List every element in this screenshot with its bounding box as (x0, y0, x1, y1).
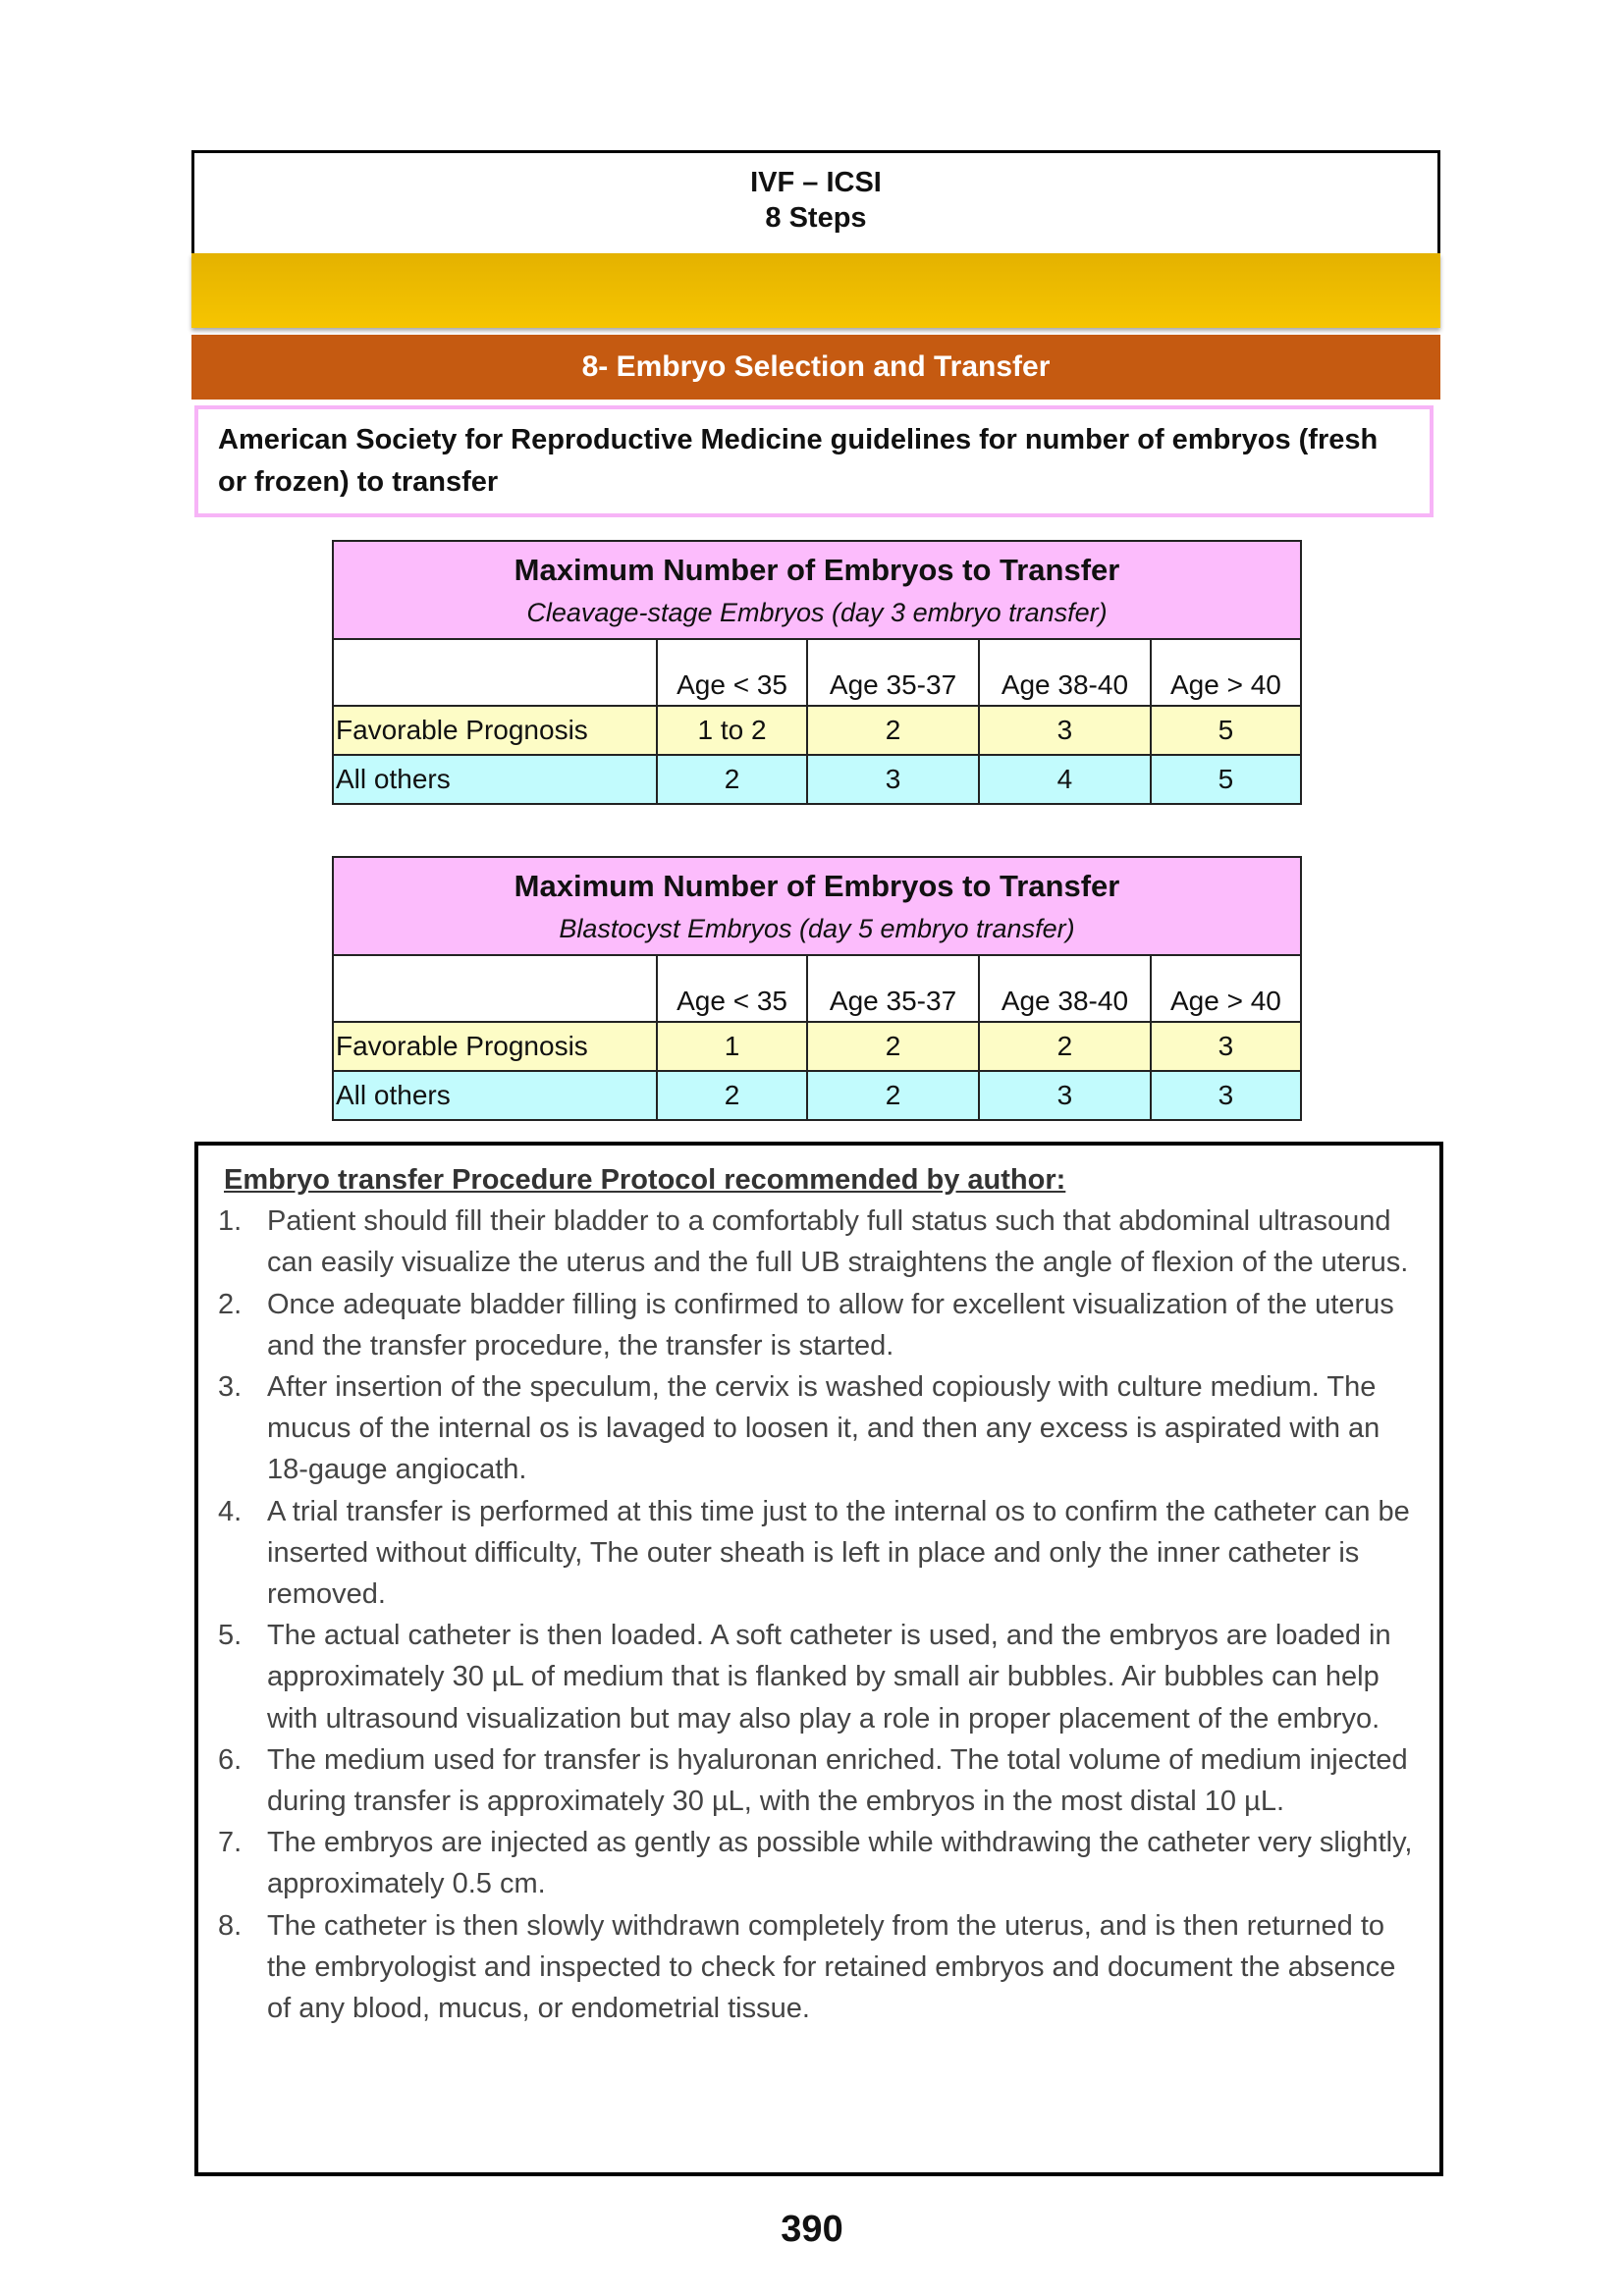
table-cell: 3 (1151, 1071, 1301, 1120)
table-cell: 2 (979, 1022, 1151, 1071)
table-cell: 3 (1151, 1022, 1301, 1071)
list-item (218, 1366, 1420, 1491)
item-text: The medium used for transfer is hyaluronan enriched. The total volume of medium injected during transfer is approximately 30 µL, with the embryos in the most distal 10 µL. (267, 1743, 1408, 1818)
column-header-row (333, 639, 1301, 706)
table-row (333, 1071, 1301, 1120)
protocol-heading: Embryo transfer Procedure Protocol recommended by author: (224, 1164, 1066, 1196)
table-cell: 2 (807, 706, 979, 755)
column-header: Age 35-37 (807, 955, 979, 1022)
corner-cell (333, 955, 657, 1022)
list-item (218, 1201, 1420, 1283)
item-text: The embryos are injected as gently as possible while withdrawing the catheter very slightly, approximately 0.5 cm. (267, 1827, 1413, 1900)
section-title: 8- Embryo Selection and Transfer (581, 350, 1051, 383)
item-number: 7. (218, 1827, 243, 1859)
document-title-box (191, 150, 1440, 264)
list-item (218, 1491, 1420, 1616)
table-cell: 3 (807, 755, 979, 804)
row-label: Favorable Prognosis (333, 1022, 657, 1071)
item-number: 4. (218, 1495, 243, 1527)
item-text: A trial transfer is performed at this time just to the internal os to confirm the catheter can be inserted without difficulty, The outer sheath is left in place and only the inner catheter is removed. (267, 1495, 1410, 1611)
table-cell: 4 (979, 755, 1151, 804)
column-header: Age > 40 (1151, 639, 1301, 706)
column-header: Age 35-37 (807, 639, 979, 706)
table-cell: 5 (1151, 706, 1301, 755)
item-number: 3. (218, 1371, 243, 1404)
list-item (218, 1284, 1420, 1366)
item-text: The catheter is then slowly withdrawn completely from the uterus, and is then returned to the embryologist and inspected to check for retained embryos and document the absence of any blood, mucus, or endometrial tissue. (267, 1909, 1396, 2025)
column-header: Age < 35 (657, 955, 807, 1022)
row-label: All others (333, 1071, 657, 1120)
table-cell: 3 (979, 706, 1151, 755)
item-number: 1. (218, 1205, 243, 1238)
column-header-row (333, 955, 1301, 1022)
item-text: After insertion of the speculum, the cervix is washed copiously with culture medium. The mucus of the internal os is lavaged to loosen it, and then any excess is aspirated with an 18-gauge angiocath. (267, 1371, 1380, 1486)
table-subtitle: Blastocyst Embryos (day 5 embryo transfer) (559, 914, 1075, 943)
list-item (218, 1905, 1420, 2030)
table-cell: 1 (657, 1022, 807, 1071)
blastocyst-table (332, 856, 1302, 1121)
row-label: All others (333, 755, 657, 804)
section-title-banner (191, 335, 1440, 400)
protocol-list (218, 1201, 1420, 2029)
protocol-box (194, 1142, 1443, 2176)
item-number: 2. (218, 1288, 243, 1320)
table-row (333, 706, 1301, 755)
list-item (218, 1822, 1420, 1904)
table-row (333, 1022, 1301, 1071)
intro-text: American Society for Reproductive Medicine guidelines for number of embryos (fresh or frozen) to transfer (218, 424, 1379, 498)
column-header: Age < 35 (657, 639, 807, 706)
table-subtitle: Cleavage-stage Embryos (day 3 embryo transfer) (526, 598, 1108, 627)
table-cell: 3 (979, 1071, 1151, 1120)
cleavage-stage-table (332, 540, 1302, 805)
yellow-banner (191, 253, 1440, 328)
table-title: Maximum Number of Embryos to Transfer (514, 553, 1120, 587)
table-cell: 5 (1151, 755, 1301, 804)
table-cell: 2 (657, 755, 807, 804)
list-item (218, 1739, 1420, 1822)
table-cell: 2 (807, 1071, 979, 1120)
column-header: Age > 40 (1151, 955, 1301, 1022)
row-label: Favorable Prognosis (333, 706, 657, 755)
table-header (333, 857, 1301, 955)
item-number: 8. (218, 1909, 243, 1942)
item-number: 6. (218, 1743, 243, 1776)
table-cell: 1 to 2 (657, 706, 807, 755)
table-cell: 2 (807, 1022, 979, 1071)
item-text: The actual catheter is then loaded. A soft catheter is used, and the embryos are loaded in approximately 30 µL of medium that is flanked by small air bubbles. Air bubbles can help with ultrasound visualization but may also play a role in proper placement of the embryo. (267, 1620, 1391, 1735)
item-text: Once adequate bladder filling is confirmed to allow for excellent visualization of the uterus and the transfer procedure, the transfer is started. (267, 1288, 1394, 1362)
table-cell: 2 (657, 1071, 807, 1120)
item-number: 5. (218, 1620, 243, 1652)
table-title: Maximum Number of Embryos to Transfer (514, 869, 1120, 903)
column-header: Age 38-40 (979, 639, 1151, 706)
title-line-2: 8 Steps (765, 202, 867, 234)
title-line-1: IVF – ICSI (750, 167, 882, 198)
corner-cell (333, 639, 657, 706)
column-header: Age 38-40 (979, 955, 1151, 1022)
table-header (333, 541, 1301, 639)
intro-box (194, 405, 1434, 517)
page-number: 390 (781, 2209, 843, 2250)
list-item (218, 1615, 1420, 1739)
item-text: Patient should fill their bladder to a comfortably full status such that abdominal ultrasound can easily visualize the uterus and the full UB straightens the angle of flexion of the uterus. (267, 1205, 1409, 1279)
table-row (333, 755, 1301, 804)
